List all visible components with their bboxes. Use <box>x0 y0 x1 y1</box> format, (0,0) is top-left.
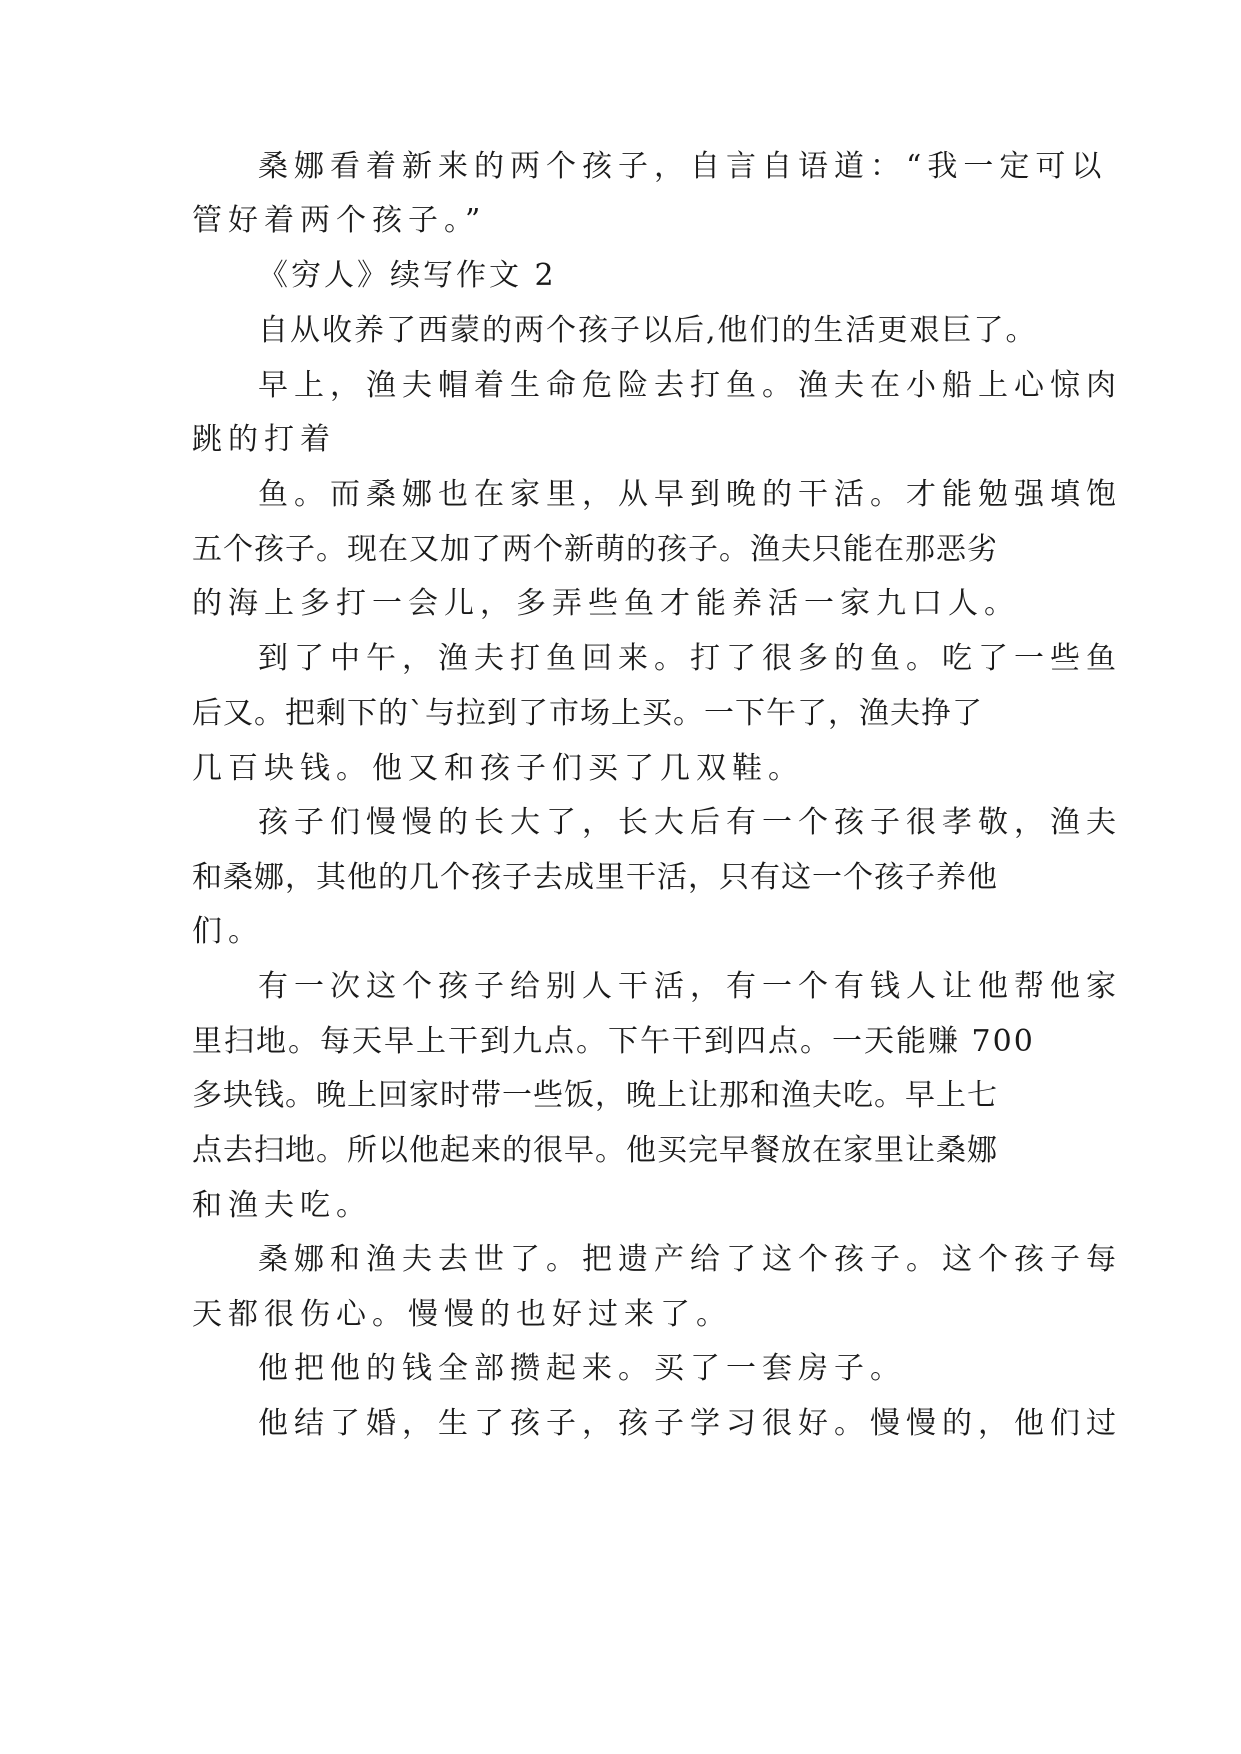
text-line: 多块钱。晚上回家时带一些饭，晚上让那和渔夫吃。早上七 <box>192 1078 998 1113</box>
text-line: 点去扫地。所以他起来的很早。他买完早餐放在家里让桑娜 <box>192 1133 998 1168</box>
text-line: 自从收养了西蒙的两个孩子以后,他们的生活更艰巨了。 <box>258 313 1038 348</box>
text-line: 到了中午，渔夫打鱼回来。打了很多的鱼。吃了一些鱼 <box>258 641 1122 676</box>
text-line: 有一次这个孩子给别人干活，有一个有钱人让他帮他家 <box>258 969 1122 1004</box>
text-line: 的海上多打一会儿，多弄些鱼才能养活一家九口人。 <box>192 586 1020 621</box>
text-line: 后又。把剩下的`与拉到了市场上买。一下午了，渔夫挣了 <box>192 696 983 731</box>
text-line: 桑娜和渔夫去世了。把遗产给了这个孩子。这个孩子每 <box>258 1242 1122 1277</box>
text-line: 跳的打着 <box>192 422 336 457</box>
text-line: 五个孩子。现在又加了两个新萌的孩子。渔夫只能在那恶劣 <box>192 532 998 567</box>
text-line: 管好着两个孩子。” <box>192 203 487 238</box>
text-line: 他把他的钱全部攒起来。买了一套房子。 <box>258 1351 906 1386</box>
text-line: 桑娜看着新来的两个孩子，自言自语道：“我一定可以 <box>258 149 1108 184</box>
text-line: 鱼。而桑娜也在家里，从早到晚的干活。才能勉强填饱 <box>258 477 1122 512</box>
text-line: 他结了婚，生了孩子，孩子学习很好。慢慢的，他们过 <box>258 1406 1122 1441</box>
text-line: 和桑娜，其他的几个孩子去成里干活，只有这一个孩子养他 <box>192 860 998 895</box>
text-line: 们。 <box>192 914 264 949</box>
section-title: 《穷人》续写作文 2 <box>258 258 557 293</box>
text-line: 天都很伤心。慢慢的也好过来了。 <box>192 1297 732 1332</box>
text-line: 早上，渔夫帽着生命危险去打鱼。渔夫在小船上心惊肉 <box>258 368 1122 403</box>
text-line: 里扫地。每天早上干到九点。下午干到四点。一天能赚 700 <box>192 1024 1035 1059</box>
text-line: 和渔夫吃。 <box>192 1188 372 1223</box>
text-line: 孩子们慢慢的长大了，长大后有一个孩子很孝敬，渔夫 <box>258 805 1122 840</box>
text-line: 几百块钱。他又和孩子们买了几双鞋。 <box>192 751 804 786</box>
